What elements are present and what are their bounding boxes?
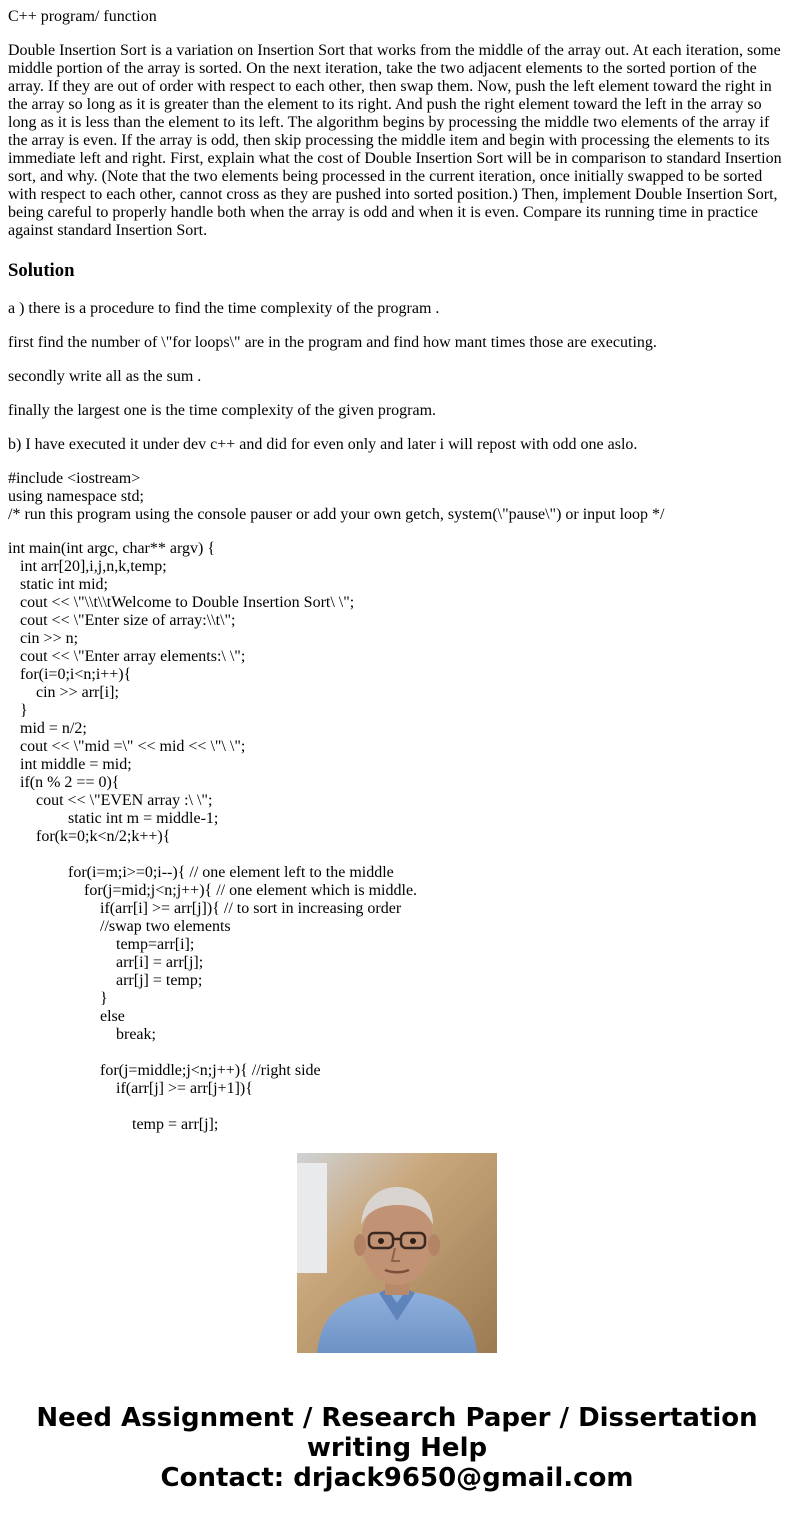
- code-line: cout << \"mid =\" << mid << \"\ \";: [8, 738, 246, 755]
- contact-banner: [0, 1403, 794, 1493]
- code-line: }: [8, 990, 108, 1007]
- code-line: break;: [8, 1026, 156, 1043]
- code-line: arr[j] = temp;: [8, 972, 203, 989]
- code-line: cout << \"Enter size of array:\\t\";: [8, 612, 236, 629]
- solution-paragraph: secondly write all as the sum .: [8, 368, 202, 385]
- solution-paragraph: first find the number of \"for loops\" are in the program and find how mant times those are executing.: [8, 334, 657, 351]
- solution-paragraph: a ) there is a procedure to find the time complexity of the program .: [8, 300, 440, 317]
- cta-line: Need Assignment / Research Paper / Dissertation: [36, 1403, 758, 1433]
- code-line: for(k=0;k<n/2;k++){: [8, 828, 171, 845]
- code-line: //swap two elements: [8, 918, 231, 935]
- code-line: temp=arr[i];: [8, 936, 195, 953]
- cta-contact: Contact: drjack9650@gmail.com: [160, 1463, 634, 1493]
- code-line: int arr[20],i,j,n,k,temp;: [8, 558, 167, 575]
- code-line: /* run this program using the console pauser or add your own getch, system(\"pause\") or input loop */: [8, 506, 665, 523]
- solution-heading: Solution: [8, 260, 75, 281]
- code-line: else: [8, 1008, 125, 1025]
- code-line: [8, 1098, 786, 1116]
- code-line: cout << \"\\t\\tWelcome to Double Insertion Sort\ \";: [8, 594, 355, 611]
- code-line: int middle = mid;: [8, 756, 132, 773]
- author-avatar: [297, 1153, 497, 1353]
- solution-paragraph: finally the largest one is the time complexity of the given program.: [8, 402, 437, 419]
- code-line: if(arr[i] >= arr[j]){ // to sort in increasing order: [8, 900, 402, 917]
- code-line: for(j=mid;j<n;j++){ // one element which is middle.: [8, 882, 418, 899]
- author-photo-icon: [297, 1153, 497, 1353]
- solution-paragraph: b) I have executed it under dev c++ and did for even only and later i will repost with odd one aslo.: [8, 436, 638, 453]
- code-header: [8, 470, 786, 524]
- code-line: for(i=0;i<n;i++){: [8, 666, 132, 683]
- cta-line: writing Help: [306, 1433, 488, 1463]
- code-line: int main(int argc, char** argv) {: [8, 540, 216, 557]
- code-line: arr[i] = arr[j];: [8, 954, 204, 971]
- code-line: mid = n/2;: [8, 720, 87, 737]
- question-body: Double Insertion Sort is a variation on Insertion Sort that works from the middle of the array out. At each iteration, some middle portion of the array is sorted. On the next iteration, take the two adjacent elements to the sorted portion of the array. If they are out of order with respect to each other, then swap them. Now, push the left element toward the right in the array so long as it is greater than the element to its right. And push the right element toward the left in the array so long as it is less than the element to its left. The algorithm begins by processing the middle two elements of the array if the array is even. If the array is odd, then skip processing the middle item and begin with processing the elements to its immediate left and right. First, explain what the cost of Double Insertion Sort will be in comparison to standard Insertion sort, and why. (Note that the two elements being processed in the current iteration, once initially swapped to be sorted with respect to each other, cannot cross as they are pushed into sorted position.) Then, implement Double Insertion Sort, being careful to properly handle both when the array is odd and when it is even. Compare its running time in practice against standard Insertion Sort.: [8, 42, 782, 239]
- code-line: using namespace std;: [8, 488, 144, 505]
- code-line: cout << \"Enter array elements:\ \";: [8, 648, 246, 665]
- code-line: [8, 846, 786, 864]
- code-line: if(n % 2 == 0){: [8, 774, 120, 791]
- code-line: static int m = middle-1;: [8, 810, 219, 827]
- code-line: }: [8, 702, 28, 719]
- code-line: #include <iostream>: [8, 470, 141, 487]
- question-title: C++ program/ function: [8, 8, 157, 25]
- code-line: temp = arr[j];: [8, 1116, 219, 1133]
- code-line: cin >> n;: [8, 630, 79, 647]
- code-line: cin >> arr[i];: [8, 684, 119, 701]
- code-line: static int mid;: [8, 576, 108, 593]
- document-content: [8, 8, 786, 1133]
- code-line: for(j=middle;j<n;j++){ //right side: [8, 1062, 321, 1079]
- code-line: cout << \"EVEN array :\ \";: [8, 792, 213, 809]
- code-line: for(i=m;i>=0;i--){ // one element left to the middle: [8, 864, 394, 881]
- code-block: [8, 540, 786, 1134]
- code-line: [8, 1044, 786, 1062]
- code-line: if(arr[j] >= arr[j+1]){: [8, 1080, 253, 1097]
